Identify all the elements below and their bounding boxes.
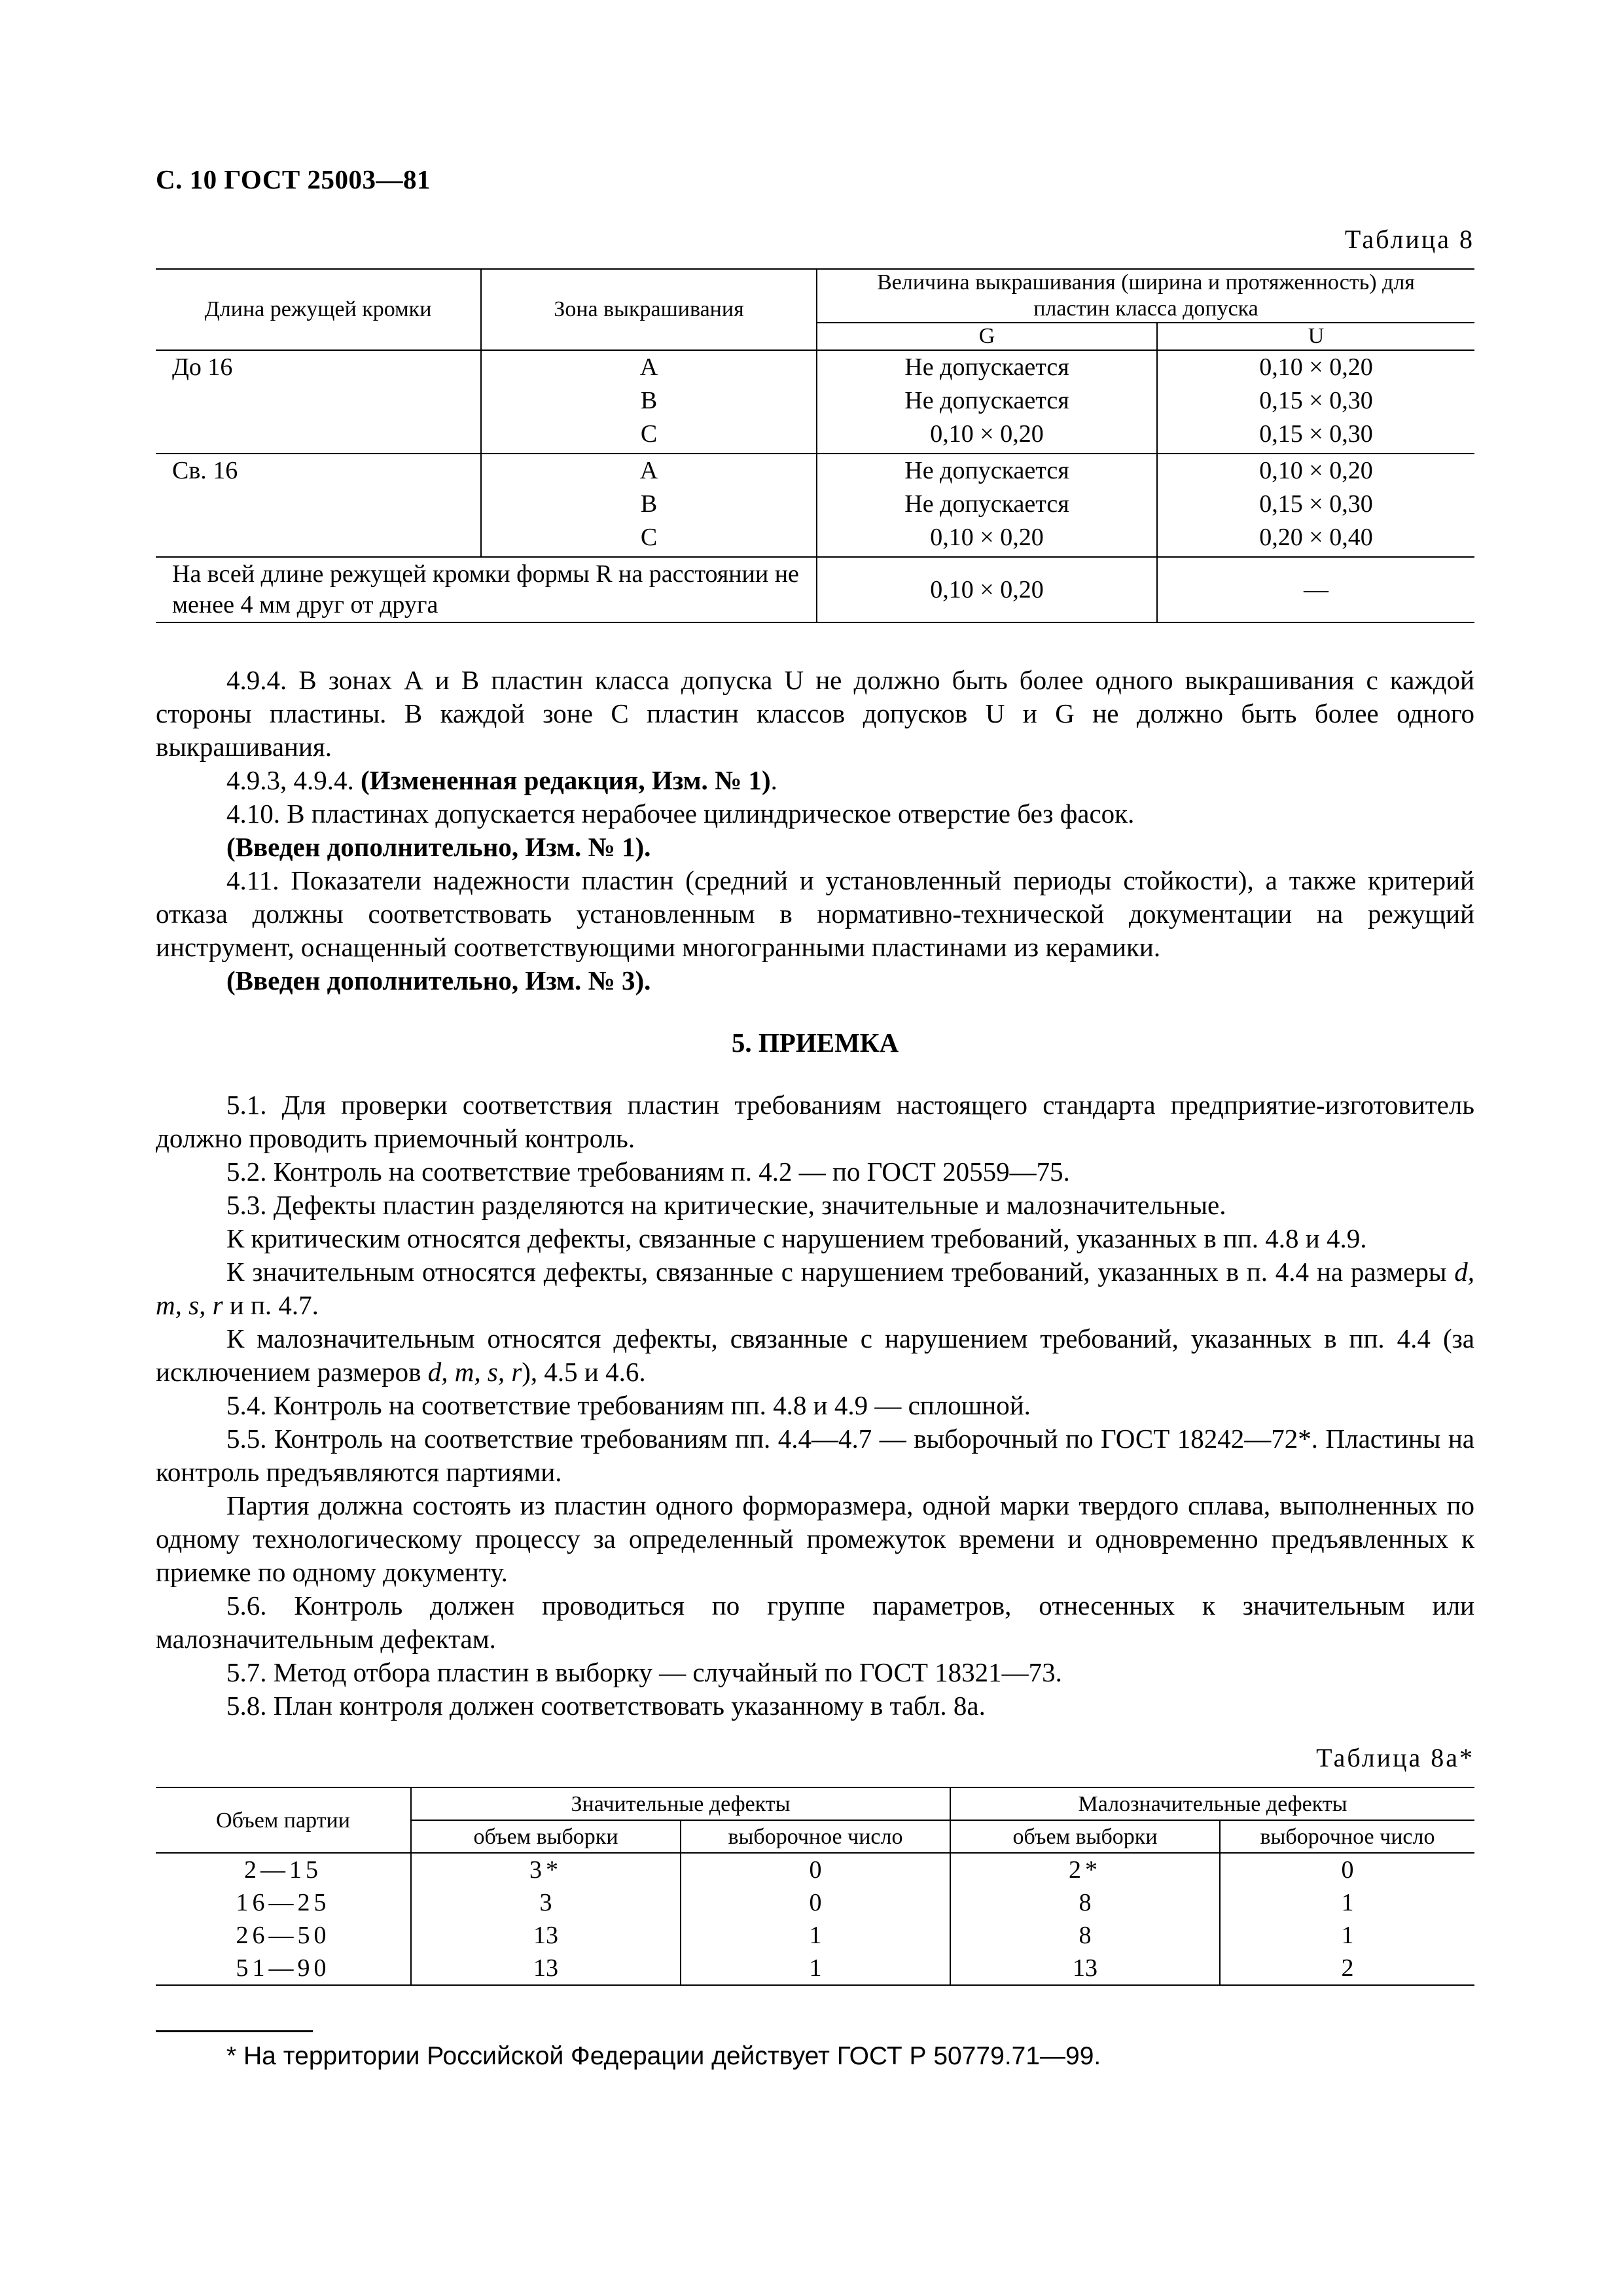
table-8a	[156, 1787, 1474, 1986]
document-page	[156, 0, 1474, 2296]
table8a-header-accept: выборочное число	[681, 1820, 950, 1853]
table8-cell: 0,10 × 0,20 0,15 × 0,30 0,15 × 0,30	[1157, 350, 1474, 454]
table8a-cell: 2*	[950, 1853, 1220, 1886]
body-text	[156, 664, 1474, 1723]
paragraph: 5.4. Контроль на соответствие требованиям пп. 4.8 и 4.9 — сплошной.	[226, 1390, 1031, 1420]
paragraph: 4.10. В пластинах допускается нерабочее цилиндрическое отверстие без фасок.	[226, 798, 1135, 829]
table8a-cell: 2	[1341, 1954, 1354, 1982]
table8-cell: Св. 16	[156, 454, 481, 557]
paragraph: 5.5. Контроль на соответствие требованиям пп. 4.4—4.7 — выборочный по ГОСТ 18242—72*. Пластины на контроль предъявляются партиями.	[156, 1424, 1474, 1487]
table8-cell: —	[1304, 575, 1329, 603]
table8-cell: До 16	[156, 350, 481, 454]
table8-cell: На всей длине режущей кромки формы R на расстоянии не менее 4 мм друг от друга	[156, 557, 817, 622]
table8-header-length: Длина режущей кромки	[156, 269, 481, 350]
table8a-cell: 1	[681, 1919, 950, 1952]
table8-caption: Таблица 8	[1344, 224, 1474, 254]
table8-cell: 0,10 × 0,20 0,15 × 0,30 0,20 × 0,40	[1157, 454, 1474, 557]
paragraph: 4.9.4. В зонах А и В пластин класса допуска U не должно быть более одного выкрашивания с каждой стороны пластины. В каждой зоне С пластин классов допусков U и G не должно быть более одного выкрашивания.	[156, 665, 1474, 762]
table8-cell: A B C	[481, 350, 817, 454]
footnote-divider	[156, 2030, 313, 2032]
table8a-cell: 0	[1341, 1856, 1354, 1884]
table8a-cell: 16—25	[156, 1886, 411, 1919]
table8a-cell: 26—50	[156, 1919, 411, 1952]
page-header: С. 10 ГОСТ 25003—81	[156, 164, 431, 194]
table8-header-zone: Зона выкрашивания	[481, 269, 817, 350]
table8a-cell: 0	[681, 1886, 950, 1919]
table8a-header-major: Значительные дефекты	[411, 1787, 950, 1820]
table8-header-g: G	[817, 323, 1157, 350]
table-8	[156, 268, 1474, 623]
table8a-cell: 2—15	[156, 1853, 411, 1886]
table8a-cell: 13	[950, 1952, 1220, 1985]
table8a-cell: 8	[950, 1886, 1220, 1919]
table8-cell: Не допускается Не допускается 0,10 × 0,20	[817, 350, 1157, 454]
table8a-cell: 13	[411, 1952, 681, 1985]
paragraph: 5.2. Контроль на соответствие требованиям п. 4.2 — по ГОСТ 20559—75.	[226, 1157, 1070, 1187]
paragraph: 4.9.3, 4.9.4. (Измененная редакция, Изм. № 1).	[226, 765, 777, 795]
paragraph: К критическим относятся дефекты, связанные с нарушением требований, указанных в пп. 4.8 и 4.9.	[226, 1223, 1367, 1253]
table8a-header-lot: Объем партии	[156, 1787, 411, 1853]
section-heading: 5. ПРИЕМКА	[731, 1028, 899, 1058]
table8-header-magnitude: Величина выкрашивания (ширина и протяженность) для пластин класса допуска	[817, 269, 1474, 323]
table-row	[156, 350, 1474, 454]
paragraph: К малозначительным относятся дефекты, связанные с нарушением требований, указанных в пп. 4.4 (за исключением размеров d, m, s, r), 4.5 и 4.6.	[156, 1323, 1474, 1387]
table8a-header-accept: выборочное число	[1220, 1820, 1474, 1853]
table8-cell: Не допускается Не допускается 0,10 × 0,20	[817, 454, 1157, 557]
paragraph: 5.7. Метод отбора пластин в выборку — случайный по ГОСТ 18321—73.	[226, 1657, 1062, 1687]
table8a-cell: 3*	[411, 1853, 681, 1886]
table8a-cell: 51—90	[156, 1952, 411, 1985]
table8a-header-sample: объем выборки	[950, 1820, 1220, 1853]
paragraph: 5.8. План контроля должен соответствовать указанному в табл. 8а.	[226, 1691, 986, 1721]
table-row	[156, 1952, 1474, 1985]
table8-cell: 0,10 × 0,20	[817, 557, 1157, 622]
table8a-cell: 8	[950, 1919, 1220, 1952]
table8a-cell: 1	[1341, 1889, 1354, 1916]
table-row	[156, 1919, 1474, 1952]
table-row	[156, 1886, 1474, 1919]
table8a-header-minor: Малозначительные дефекты	[950, 1787, 1474, 1820]
amendment-note: (Введен дополнительно, Изм. № 1).	[226, 832, 651, 862]
paragraph: 4.11. Показатели надежности пластин (средний и установленный периоды стойкости), а также критерий отказа должны соответствовать установленным в нормативно-технической документации на режущий инструмент, оснащенный соответствующими многогранными пластинами из керамики.	[156, 865, 1474, 962]
table8-header-u: U	[1157, 323, 1474, 350]
paragraph: 5.3. Дефекты пластин разделяются на критические, значительные и малозначительные.	[226, 1190, 1226, 1220]
table8a-cell: 13	[411, 1919, 681, 1952]
table-row	[156, 557, 1474, 622]
table8a-cell: 0	[681, 1853, 950, 1886]
table8a-cell: 1	[1341, 1922, 1354, 1949]
table8a-cell: 1	[681, 1952, 950, 1985]
table8a-cell: 3	[411, 1886, 681, 1919]
table8-cell: A B C	[481, 454, 817, 557]
paragraph: К значительным относятся дефекты, связанные с нарушением требований, указанных в п. 4.4 на размеры d, m, s, r и п. 4.7.	[156, 1257, 1474, 1320]
table-row	[156, 1853, 1474, 1886]
table8a-header-sample: объем выборки	[411, 1820, 681, 1853]
amendment-note: (Введен дополнительно, Изм. № 3).	[226, 965, 651, 996]
footnote: * На территории Российской Федерации действует ГОСТ Р 50779.71—99.	[226, 2042, 1101, 2070]
table8a-caption: Таблица 8а*	[1316, 1743, 1474, 1772]
paragraph: Партия должна состоять из пластин одного формоpазмера, одной марки твердого сплава, выполненных по одному технологическому процессу за определенный промежуток времени и одновременно предъявленных к приемке по одному документу.	[156, 1490, 1474, 1587]
paragraph: 5.1. Для проверки соответствия пластин требованиям настоящего стандарта предприятие-изготовитель должно проводить приемочный контроль.	[156, 1090, 1474, 1153]
table-row	[156, 454, 1474, 557]
paragraph: 5.6. Контроль должен проводиться по группе параметров, отнесенных к значительным или малозначительным дефектам.	[156, 1590, 1474, 1654]
